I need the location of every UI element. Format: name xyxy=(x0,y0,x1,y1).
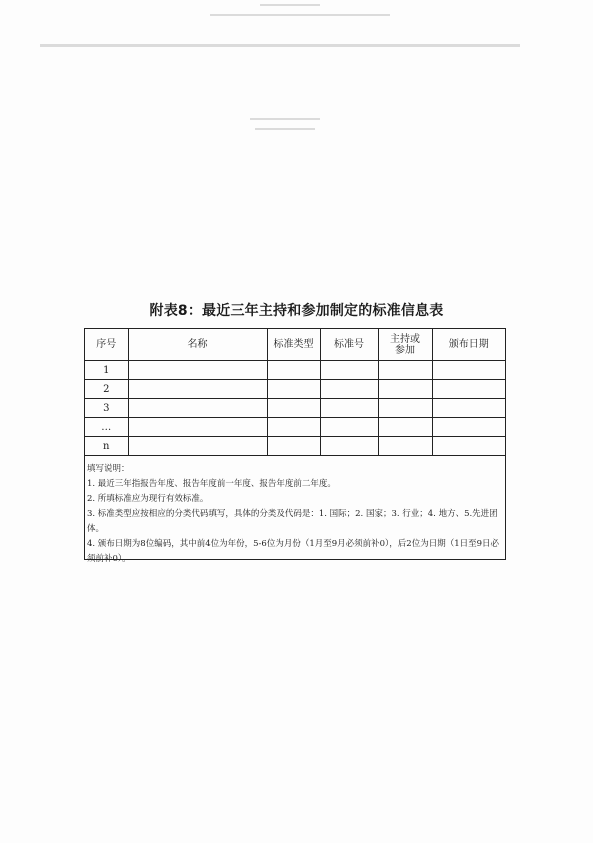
table-cell-role xyxy=(378,399,432,418)
table-row xyxy=(85,361,505,380)
instruction-item: 2. 所填标准应为现行有效标准。 xyxy=(87,494,209,504)
bleed-through-mark xyxy=(260,4,320,6)
table-cell-role xyxy=(378,361,432,380)
table-cell-date xyxy=(432,418,505,437)
table-cell-name xyxy=(128,399,267,418)
table-row xyxy=(85,399,505,418)
standards-table-frame xyxy=(84,328,506,564)
filling-instructions xyxy=(87,462,503,567)
bleed-through-mark xyxy=(40,44,520,47)
table-cell-name xyxy=(128,418,267,437)
header-index: 序号 xyxy=(85,329,128,361)
header-name: 名称 xyxy=(128,329,267,361)
table-cell-name xyxy=(128,437,267,456)
table-cell-date xyxy=(432,380,505,399)
table-cell-role xyxy=(378,418,432,437)
header-issue-date: 颁布日期 xyxy=(432,329,505,361)
bleed-through-mark xyxy=(255,128,315,130)
table-row xyxy=(85,418,505,437)
table-cell-number xyxy=(320,361,378,380)
table-cell-name xyxy=(128,380,267,399)
table-cell-type xyxy=(267,437,320,456)
table-cell-index: n xyxy=(85,437,128,456)
instruction-item: 3. 标准类型应按相应的分类代码填写，具体的分类及代码是：1. 国际；2. 国家；3. 行业；4. 地方、5.先进团体。 xyxy=(87,509,498,534)
table-cell-date xyxy=(432,437,505,456)
page-title: 附表8：最近三年主持和参加制定的标准信息表 xyxy=(149,303,444,319)
table-cell-index: … xyxy=(85,418,128,437)
table-cell-type xyxy=(267,418,320,437)
table-cell-number xyxy=(320,418,378,437)
table-cell-number xyxy=(320,399,378,418)
header-lead-or-participate-label: 主持或参加 xyxy=(390,333,420,356)
instruction-item: 4. 颁布日期为8位编码，其中前4位为年份，5-6位为月份（1月至9月必须前补0），后2位为日期（1日至9日必须前补0）。 xyxy=(87,539,500,564)
bleed-through-mark xyxy=(210,14,390,16)
table-cell-name xyxy=(128,361,267,380)
instructions-heading: 填写说明： xyxy=(87,464,130,474)
table-cell-date xyxy=(432,361,505,380)
standards-table xyxy=(85,329,505,456)
header-standard-number: 标准号 xyxy=(320,329,378,361)
table-row xyxy=(85,380,505,399)
table-cell-index: 1 xyxy=(85,361,128,380)
table-row xyxy=(85,437,505,456)
table-cell-number xyxy=(320,380,378,399)
header-standard-type: 标准类型 xyxy=(267,329,320,361)
table-cell-number xyxy=(320,437,378,456)
table-cell-index: 2 xyxy=(85,380,128,399)
bleed-through-mark xyxy=(250,118,320,120)
table-cell-type xyxy=(267,380,320,399)
table-cell-index: 3 xyxy=(85,399,128,418)
table-cell-type xyxy=(267,361,320,380)
instruction-item: 1. 最近三年指报告年度、报告年度前一年度、报告年度前二年度。 xyxy=(87,479,336,489)
table-cell-role xyxy=(378,380,432,399)
table-cell-type xyxy=(267,399,320,418)
table-header-row xyxy=(85,329,505,361)
table-cell-date xyxy=(432,399,505,418)
table-cell-role xyxy=(378,437,432,456)
header-lead-or-participate xyxy=(378,329,432,361)
